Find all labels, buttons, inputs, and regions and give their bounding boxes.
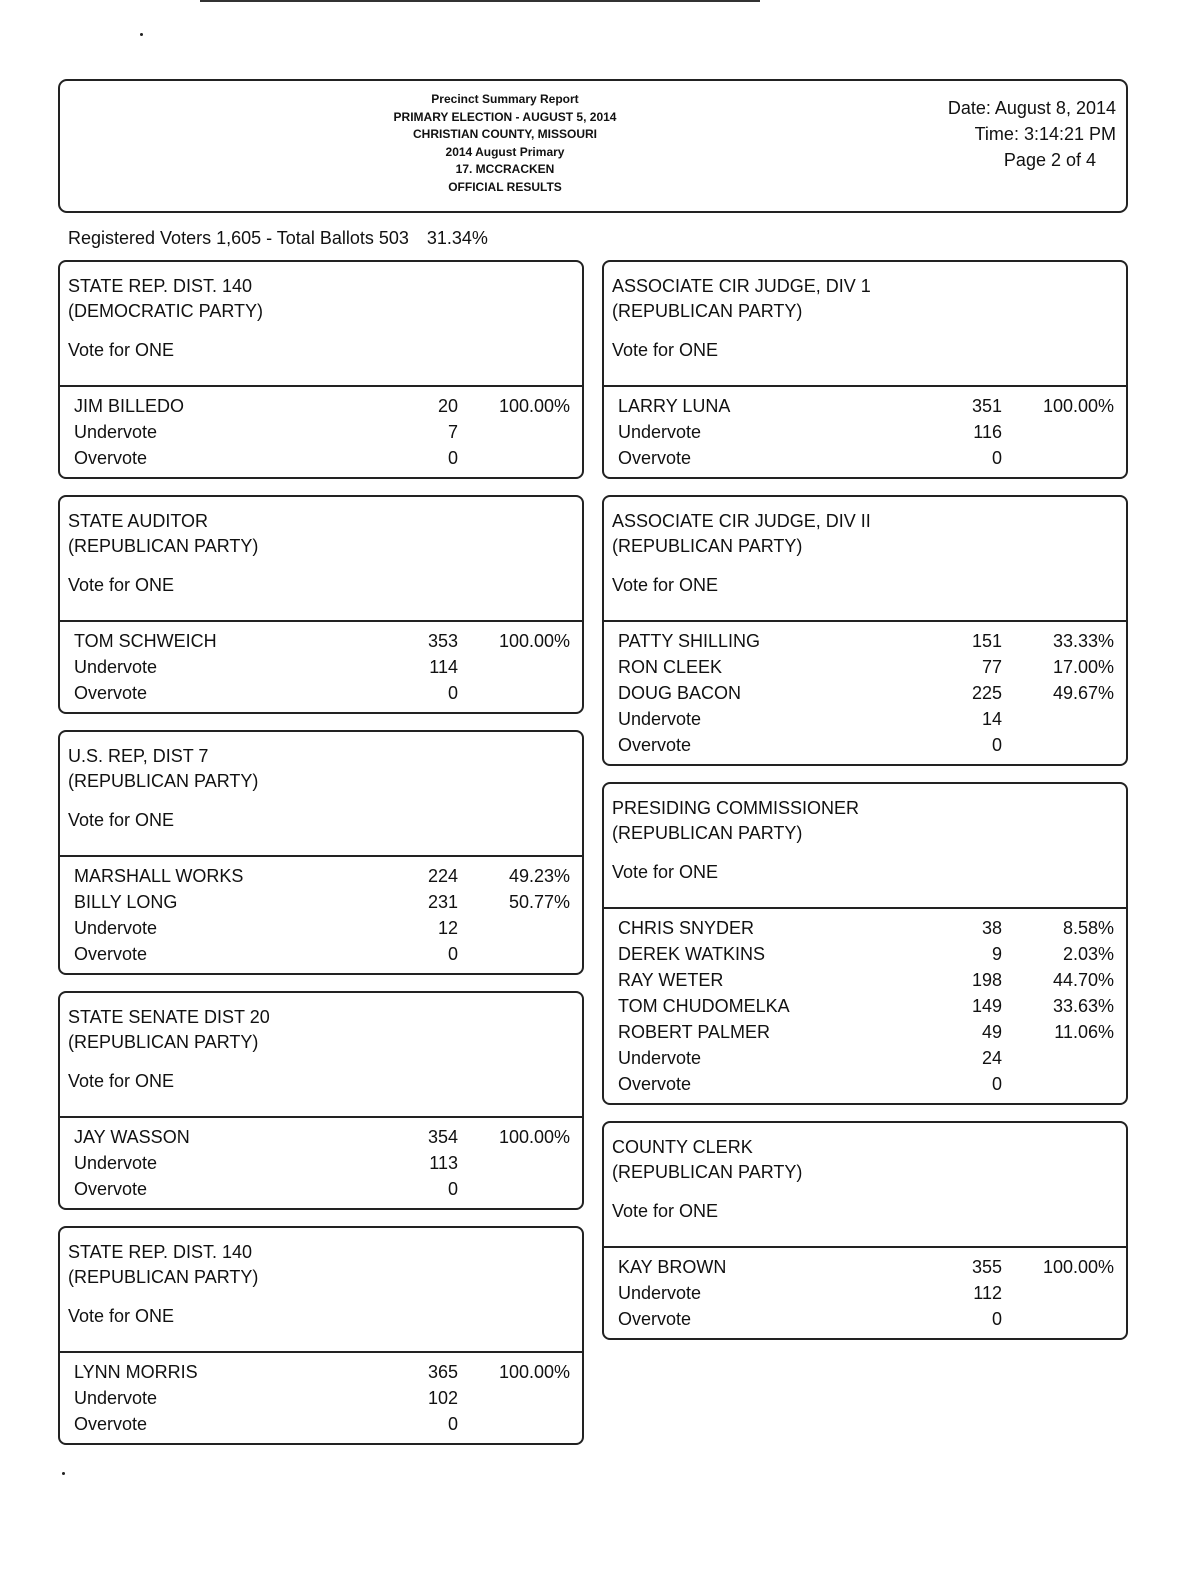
vote-count: 113 — [429, 1153, 458, 1173]
vote-for-label: Vote for ONE — [68, 575, 175, 595]
candidate-name: ROBERT PALMER — [618, 1022, 771, 1042]
candidate-name: PATTY SHILLING — [618, 631, 761, 651]
report-meta — [876, 95, 1116, 173]
result-row — [60, 654, 582, 680]
turnout-percent: 31.34% — [426, 228, 488, 248]
vote-count: 0 — [991, 1074, 1002, 1094]
result-row — [604, 680, 1126, 706]
top-scan-rule — [200, 0, 760, 2]
candidate-name: DOUG BACON — [618, 683, 742, 703]
vote-count: 112 — [973, 1283, 1002, 1303]
vote-count: 151 — [971, 631, 1002, 651]
vote-count: 24 — [981, 1048, 1002, 1068]
vote-percent: 33.33% — [1052, 631, 1114, 651]
candidate-name: Undervote — [74, 657, 158, 677]
contest-party: (REPUBLICAN PARTY) — [68, 771, 259, 791]
vote-percent: 11.06% — [1054, 1022, 1114, 1042]
candidate-name: Undervote — [618, 1283, 702, 1303]
contest-header — [60, 993, 582, 1118]
results-list — [604, 622, 1126, 764]
vote-count: 354 — [427, 1127, 458, 1147]
vote-for-label: Vote for ONE — [612, 1201, 719, 1221]
contest-party: (REPUBLICAN PARTY) — [68, 1267, 259, 1287]
contest-party: (REPUBLICAN PARTY) — [612, 301, 803, 321]
result-row — [604, 915, 1126, 941]
result-row — [604, 732, 1126, 758]
contest-office: COUNTY CLERK — [612, 1137, 753, 1157]
vote-percent: 100.00% — [498, 1362, 570, 1382]
vote-count: 0 — [991, 448, 1002, 468]
election-name: PRIMARY ELECTION - AUGUST 5, 2014 — [393, 109, 617, 124]
contest-header — [60, 497, 582, 622]
contest-header — [604, 1123, 1126, 1248]
vote-for-label: Vote for ONE — [68, 340, 175, 360]
vote-count: 0 — [447, 1179, 458, 1199]
vote-for-label: Vote for ONE — [612, 575, 719, 595]
county-name: CHRISTIAN COUNTY, MISSOURI — [412, 127, 597, 141]
contest-box — [58, 730, 584, 975]
contest-box — [58, 260, 584, 479]
candidate-name: JIM BILLEDO — [74, 396, 185, 416]
vote-percent: 100.00% — [1042, 396, 1114, 416]
vote-count: 353 — [427, 631, 458, 651]
result-row — [60, 1411, 582, 1437]
page-number: Page 2 of 4 — [1003, 150, 1096, 170]
contest-header — [604, 497, 1126, 622]
vote-count: 14 — [981, 709, 1002, 729]
contest-header — [60, 1228, 582, 1353]
result-row — [60, 889, 582, 915]
results-list — [60, 1353, 582, 1443]
vote-count: 0 — [447, 944, 458, 964]
report-title-block — [340, 91, 670, 196]
result-row — [60, 393, 582, 419]
vote-count: 225 — [971, 683, 1002, 703]
result-row — [60, 1176, 582, 1202]
vote-for-label: Vote for ONE — [612, 340, 719, 360]
contest-box — [58, 991, 584, 1210]
vote-percent: 49.23% — [508, 866, 570, 886]
vote-count: 77 — [981, 657, 1002, 677]
candidate-name: Undervote — [74, 1388, 158, 1408]
result-row — [60, 628, 582, 654]
vote-count: 9 — [991, 944, 1002, 964]
vote-count: 231 — [427, 892, 458, 912]
results-list — [604, 387, 1126, 477]
result-row — [604, 993, 1126, 1019]
result-row — [60, 1385, 582, 1411]
vote-count: 7 — [447, 422, 458, 442]
result-row — [604, 941, 1126, 967]
candidate-name: Overvote — [74, 448, 148, 468]
candidate-name: Overvote — [74, 683, 148, 703]
candidate-name: LYNN MORRIS — [74, 1362, 198, 1382]
contest-box — [602, 782, 1128, 1105]
vote-for-label: Vote for ONE — [68, 1306, 175, 1326]
result-row — [604, 445, 1126, 471]
contest-party: (REPUBLICAN PARTY) — [612, 1162, 803, 1182]
vote-for-label: Vote for ONE — [68, 1071, 175, 1091]
report-date: Date: August 8, 2014 — [947, 98, 1116, 118]
result-row — [604, 967, 1126, 993]
turnout-summary — [68, 228, 488, 249]
vote-percent: 8.58% — [1062, 918, 1114, 938]
contest-office: STATE AUDITOR — [68, 511, 209, 531]
result-row — [604, 1254, 1126, 1280]
candidate-name: TOM CHUDOMELKA — [618, 996, 790, 1016]
contest-box — [602, 260, 1128, 479]
vote-percent: 100.00% — [498, 396, 570, 416]
vote-percent: 44.70% — [1052, 970, 1114, 990]
vote-count: 0 — [447, 448, 458, 468]
results-list — [60, 857, 582, 973]
contest-party: (REPUBLICAN PARTY) — [612, 536, 803, 556]
result-row — [60, 863, 582, 889]
election-label: 2014 August Primary — [445, 144, 565, 159]
contest-party: (DEMOCRATIC PARTY) — [68, 301, 264, 321]
candidate-name: Overvote — [618, 735, 692, 755]
vote-count: 0 — [991, 1309, 1002, 1329]
vote-count: 12 — [437, 918, 458, 938]
contest-office: STATE SENATE DIST 20 — [68, 1007, 270, 1027]
result-row — [604, 1019, 1126, 1045]
candidate-name: RAY WETER — [618, 970, 724, 990]
results-list — [604, 909, 1126, 1103]
contest-header — [60, 732, 582, 857]
result-row — [604, 393, 1126, 419]
left-column — [58, 260, 584, 1461]
result-row — [604, 1071, 1126, 1097]
candidate-name: LARRY LUNA — [618, 396, 731, 416]
candidate-name: Overvote — [618, 1074, 692, 1094]
vote-count: 116 — [973, 422, 1002, 442]
precinct-name: 17. MCCRACKEN — [455, 162, 555, 176]
vote-count: 49 — [981, 1022, 1002, 1042]
results-list — [60, 1118, 582, 1208]
candidate-name: Undervote — [618, 422, 702, 442]
contest-box — [602, 1121, 1128, 1340]
vote-percent: 100.00% — [498, 631, 570, 651]
report-title: Precinct Summary Report — [431, 92, 579, 106]
result-row — [604, 419, 1126, 445]
contest-header — [60, 262, 582, 387]
vote-count: 114 — [429, 657, 458, 677]
contest-box — [58, 1226, 584, 1445]
candidate-name: Undervote — [74, 918, 158, 938]
result-row — [604, 1280, 1126, 1306]
candidate-name: KAY BROWN — [618, 1257, 727, 1277]
vote-percent: 2.03% — [1062, 944, 1114, 964]
vote-count: 38 — [981, 918, 1002, 938]
contest-box — [58, 495, 584, 714]
vote-count: 351 — [971, 396, 1002, 416]
result-row — [60, 1359, 582, 1385]
result-row — [60, 419, 582, 445]
results-list — [604, 1248, 1126, 1338]
vote-count: 224 — [427, 866, 458, 886]
result-row — [604, 1306, 1126, 1332]
vote-for-label: Vote for ONE — [612, 862, 719, 882]
vote-count: 0 — [991, 735, 1002, 755]
result-row — [60, 1124, 582, 1150]
contest-office: PRESIDING COMMISSIONER — [612, 798, 860, 818]
candidate-name: Overvote — [74, 944, 148, 964]
vote-count: 355 — [971, 1257, 1002, 1277]
candidate-name: DEREK WATKINS — [618, 944, 766, 964]
scan-speck — [62, 1472, 65, 1475]
turnout-text: Registered Voters 1,605 - Total Ballots 503 — [68, 228, 409, 248]
vote-for-label: Vote for ONE — [68, 810, 175, 830]
contest-box — [602, 495, 1128, 766]
result-row — [60, 1150, 582, 1176]
contest-office: STATE REP. DIST. 140 — [68, 1242, 253, 1262]
candidate-name: Undervote — [618, 1048, 702, 1068]
vote-count: 102 — [427, 1388, 458, 1408]
contest-party: (REPUBLICAN PARTY) — [68, 1032, 259, 1052]
candidate-name: RON CLEEK — [618, 657, 723, 677]
contest-office: ASSOCIATE CIR JUDGE, DIV 1 — [612, 276, 871, 296]
results-status: OFFICIAL RESULTS — [448, 179, 562, 194]
candidate-name: Overvote — [74, 1179, 148, 1199]
report-header — [58, 79, 1128, 213]
vote-percent: 33.63% — [1052, 996, 1114, 1016]
candidate-name: MARSHALL WORKS — [74, 866, 244, 886]
scan-speck — [140, 33, 143, 36]
vote-count: 20 — [437, 396, 458, 416]
result-row — [604, 1045, 1126, 1071]
result-row — [604, 654, 1126, 680]
candidate-name: Overvote — [74, 1414, 148, 1434]
contest-party: (REPUBLICAN PARTY) — [68, 536, 259, 556]
vote-percent: 50.77% — [508, 892, 570, 912]
report-time: Time: 3:14:21 PM — [974, 124, 1116, 144]
vote-count: 0 — [447, 1414, 458, 1434]
vote-count: 149 — [971, 996, 1002, 1016]
vote-count: 198 — [971, 970, 1002, 990]
contest-office: ASSOCIATE CIR JUDGE, DIV II — [612, 511, 871, 531]
contest-header — [604, 784, 1126, 909]
vote-percent: 17.00% — [1052, 657, 1114, 677]
contest-office: U.S. REP, DIST 7 — [68, 746, 209, 766]
result-row — [604, 628, 1126, 654]
vote-percent: 49.67% — [1052, 683, 1114, 703]
vote-percent: 100.00% — [498, 1127, 570, 1147]
result-row — [60, 680, 582, 706]
contest-party: (REPUBLICAN PARTY) — [612, 823, 803, 843]
vote-count: 0 — [447, 683, 458, 703]
contest-office: STATE REP. DIST. 140 — [68, 276, 253, 296]
vote-percent: 100.00% — [1042, 1257, 1114, 1277]
result-row — [604, 706, 1126, 732]
candidate-name: Undervote — [74, 422, 158, 442]
vote-count: 365 — [427, 1362, 458, 1382]
result-row — [60, 915, 582, 941]
candidate-name: JAY WASSON — [74, 1127, 190, 1147]
candidate-name: Overvote — [618, 448, 692, 468]
candidate-name: TOM SCHWEICH — [74, 631, 217, 651]
right-column — [602, 260, 1128, 1356]
candidate-name: Overvote — [618, 1309, 692, 1329]
candidate-name: BILLY LONG — [74, 892, 178, 912]
contest-header — [604, 262, 1126, 387]
candidate-name: Undervote — [618, 709, 702, 729]
result-row — [60, 445, 582, 471]
results-list — [60, 622, 582, 712]
candidate-name: Undervote — [74, 1153, 158, 1173]
result-row — [60, 941, 582, 967]
candidate-name: CHRIS SNYDER — [618, 918, 755, 938]
results-list — [60, 387, 582, 477]
